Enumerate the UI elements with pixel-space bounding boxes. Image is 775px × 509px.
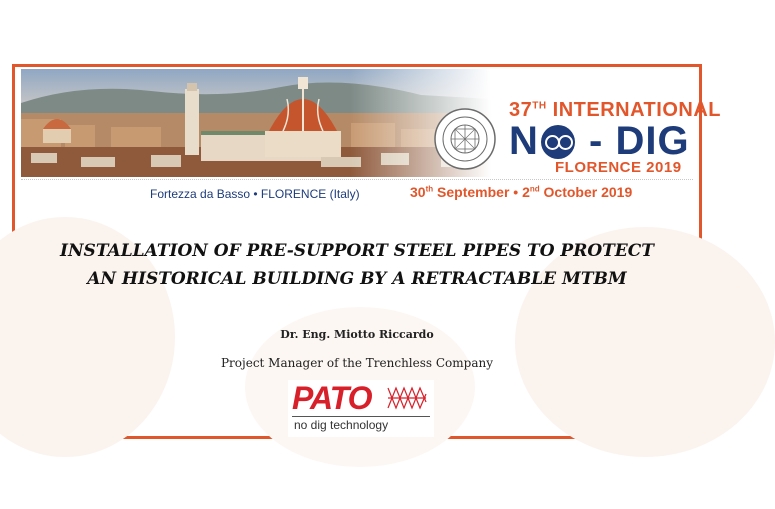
title-line-2: AN HISTORICAL BUILDING BY A RETRACTABLE MTBM [87,269,627,289]
logo-tagline: no dig technology [294,418,389,432]
venue-text: Fortezza da Basso • FLORENCE (Italy) [150,187,360,201]
logo-wordmark: PATO [292,380,372,416]
slide-frame [12,64,721,439]
conference-city-year: FLORENCE 2019 [555,159,682,176]
florence-skyline-photo [21,69,491,177]
author-role: Project Manager of the Trenchless Company [220,356,494,370]
ring-logo-icon [541,125,575,159]
logo-divider [292,416,430,417]
conference-dates: 30th September • 2nd October 2019 [410,184,633,200]
lattice-mark-icon [386,386,428,410]
vitruvian-seal-icon [433,107,497,171]
banner-divider [21,179,693,180]
author-name: Dr. Eng. Miotto Riccardo [280,328,434,341]
conference-brand: N - DIG [509,119,690,163]
title-line-1: INSTALLATION OF PRE-SUPPORT STEEL PIPES TO PROTECT [60,241,654,261]
conference-edition: 37TH INTERNATIONAL [509,99,721,121]
conference-banner [15,67,721,212]
company-logo [288,380,434,437]
presentation-title [35,237,679,293]
